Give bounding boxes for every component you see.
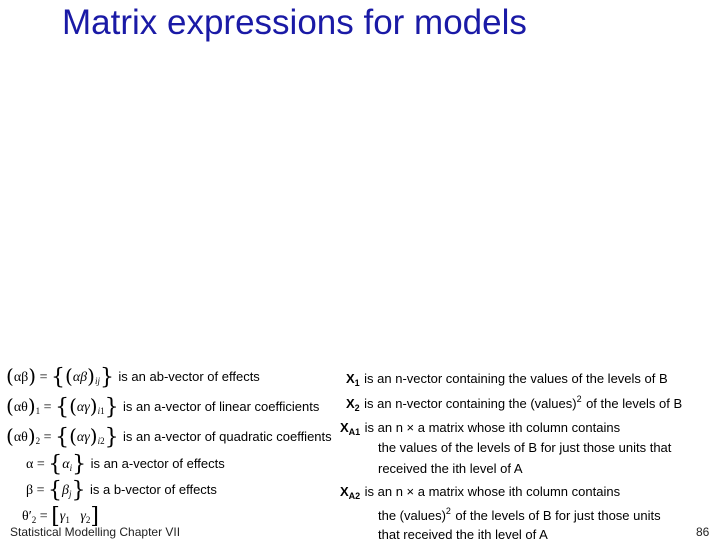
xa2-continuation-1a: the (values) xyxy=(378,508,446,523)
alphatheta1-symbol: $(\alpha\theta)_1 = \{(\alpha\gamma)_{i1}\}$ xyxy=(6,394,119,420)
xa1-continuation-1: the values of the levels of B for just those units that xyxy=(378,440,672,455)
def-beta xyxy=(26,480,217,502)
beta-symbol: $\beta = \{\beta_j\}$ xyxy=(26,478,86,503)
x2-symbol: $X_2$ xyxy=(346,396,360,413)
theta2-prime-symbol: $\theta'_2 = [\gamma_1$ $\gamma_2$] xyxy=(22,504,99,529)
xa2-description: is an n × a matrix whose ith column contains xyxy=(364,484,621,499)
xa2-continuation-1: the (values)$^2$ of the levels of B for just those units xyxy=(378,506,661,523)
def-x2: $X_2$ is an n-vector containing the (values)$^2$ of the levels of B xyxy=(346,394,683,413)
alphabeta-symbol: $(\alpha\beta) = \{(\alpha\beta)_{ij}\}$ xyxy=(6,364,114,390)
def-alphabeta xyxy=(6,366,260,389)
alpha-symbol: $\alpha = \{\alpha_i\}$ xyxy=(26,452,87,477)
x1-symbol: $X_1$ xyxy=(346,371,360,388)
beta-description: is a b-vector of effects xyxy=(89,482,217,497)
xa2-continuation-1b: of the levels of B for just those units xyxy=(455,508,661,523)
def-xa2 xyxy=(340,482,620,502)
def-xa1 xyxy=(340,418,620,438)
xa1-description: is an n × a matrix whose ith column contains xyxy=(364,420,621,435)
def-alphatheta1 xyxy=(6,396,319,419)
def-x1 xyxy=(346,369,668,389)
xa1-symbol: $X_{A1}$ xyxy=(340,420,361,437)
def-alphatheta2 xyxy=(6,426,332,449)
footer-chapter: Statistical Modelling Chapter VII xyxy=(10,525,181,539)
xa2-symbol: $X_{A2}$ xyxy=(340,484,361,501)
def-alpha xyxy=(26,454,225,476)
alphabeta-description: is an ab-vector of effects xyxy=(118,369,260,384)
alpha-description: is an a-vector of effects xyxy=(90,456,225,471)
alphatheta1-description: is an a-vector of linear coefficients xyxy=(123,399,320,414)
page-number: 86 xyxy=(696,525,710,539)
slide-title: Matrix expressions for models xyxy=(62,3,527,42)
alphatheta2-description: is an a-vector of quadratic coeffients xyxy=(123,429,332,444)
x2-description-a: is an n-vector containing the (values) xyxy=(364,396,577,411)
xa2-continuation-2: that received the ith level of A xyxy=(378,527,548,542)
alphatheta2-symbol: $(\alpha\theta)_2 = \{(\alpha\gamma)_{i2}\}$ xyxy=(6,424,119,450)
xa1-continuation-2: received the ith level of A xyxy=(378,461,523,476)
x1-description: is an n-vector containing the values of the levels of B xyxy=(364,371,668,386)
x2-description-b: of the levels of B xyxy=(586,396,683,411)
